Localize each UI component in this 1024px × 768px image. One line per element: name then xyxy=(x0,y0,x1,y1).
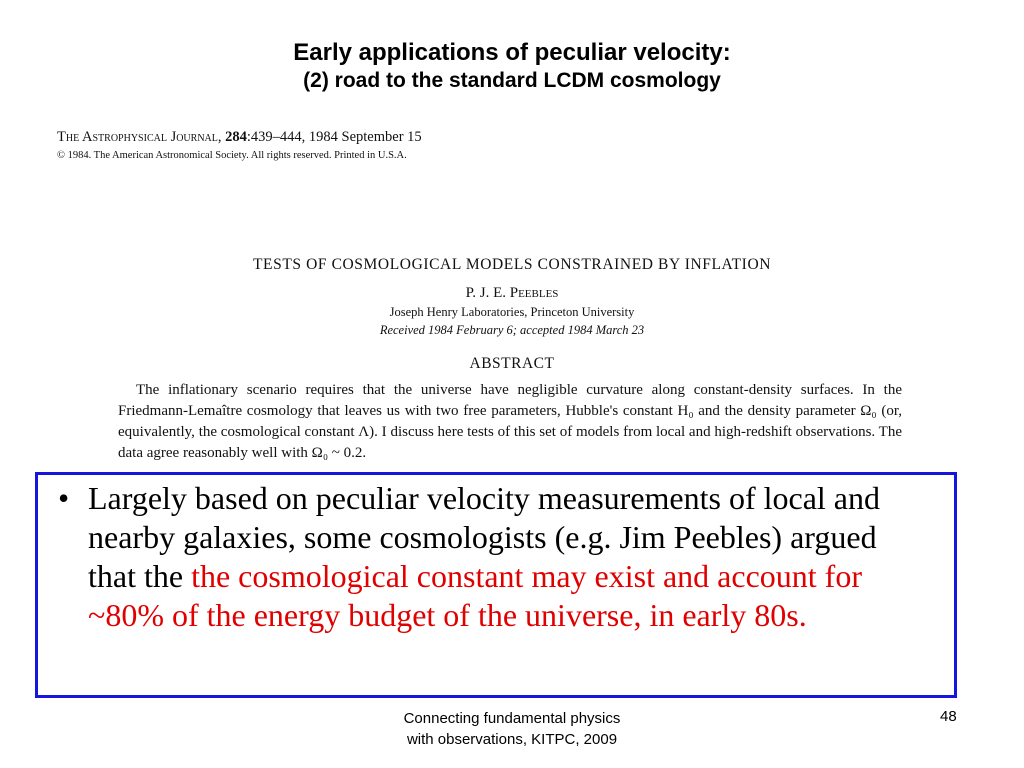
abstract-text xyxy=(118,380,902,464)
paper-received-date: Received 1984 February 6; accepted 1984 March 23 xyxy=(379,323,645,337)
copyright-line: © 1984. The American Astronomical Society. All rights reserved. Printed in U.S.A. xyxy=(57,150,407,161)
journal-citation xyxy=(57,129,422,146)
bullet-text xyxy=(88,479,928,635)
journal-name: The Astrophysical Journal, xyxy=(57,129,222,145)
footer-line2: with observations, KITPC, 2009 xyxy=(406,731,618,748)
bullet-text-highlight: the cosmological constant may exist and account for ~80% of the energy budget of the universe, in early 80s. xyxy=(88,558,862,633)
slide-footer xyxy=(330,708,694,750)
paper-author: P. J. E. Peebles xyxy=(465,285,559,301)
page-number: 48 xyxy=(940,708,957,725)
footer-line1: Connecting fundamental physics xyxy=(403,710,621,727)
bullet-marker: • xyxy=(58,480,70,516)
abstract-paragraph: The inflationary scenario requires that the universe have negligible curvature along constant-density surfaces. In the Friedmann-Lemaître cosmology that leaves us with two free parameters, Hubble's constant H₀ and the density parameter Ω₀ (or, equivalently, the cosmological constant Λ). I discuss here tests of this set of models from local and high-redshift observations. The data agree reasonably well with Ω₀ ~ 0.2. xyxy=(118,382,902,461)
bullet-item xyxy=(58,479,928,635)
slide-title-line1: Early applications of peculiar velocity: xyxy=(293,39,731,66)
journal-volume: 284 xyxy=(225,129,247,145)
paper-affiliation: Joseph Henry Laboratories, Princeton University xyxy=(389,305,635,319)
paper-title: TESTS OF COSMOLOGICAL MODELS CONSTRAINED BY INFLATION xyxy=(252,256,772,273)
bullet-text-plain: Largely based on peculiar velocity measurements of local and nearby galaxies, some cosmologists (e.g. Jim Peebles) argued that the xyxy=(88,480,880,594)
abstract-heading: ABSTRACT xyxy=(469,355,555,372)
journal-pages: :439–444, 1984 September 15 xyxy=(246,129,422,145)
slide-title-line2: (2) road to the standard LCDM cosmology xyxy=(303,69,721,92)
bullet-box xyxy=(35,472,957,698)
